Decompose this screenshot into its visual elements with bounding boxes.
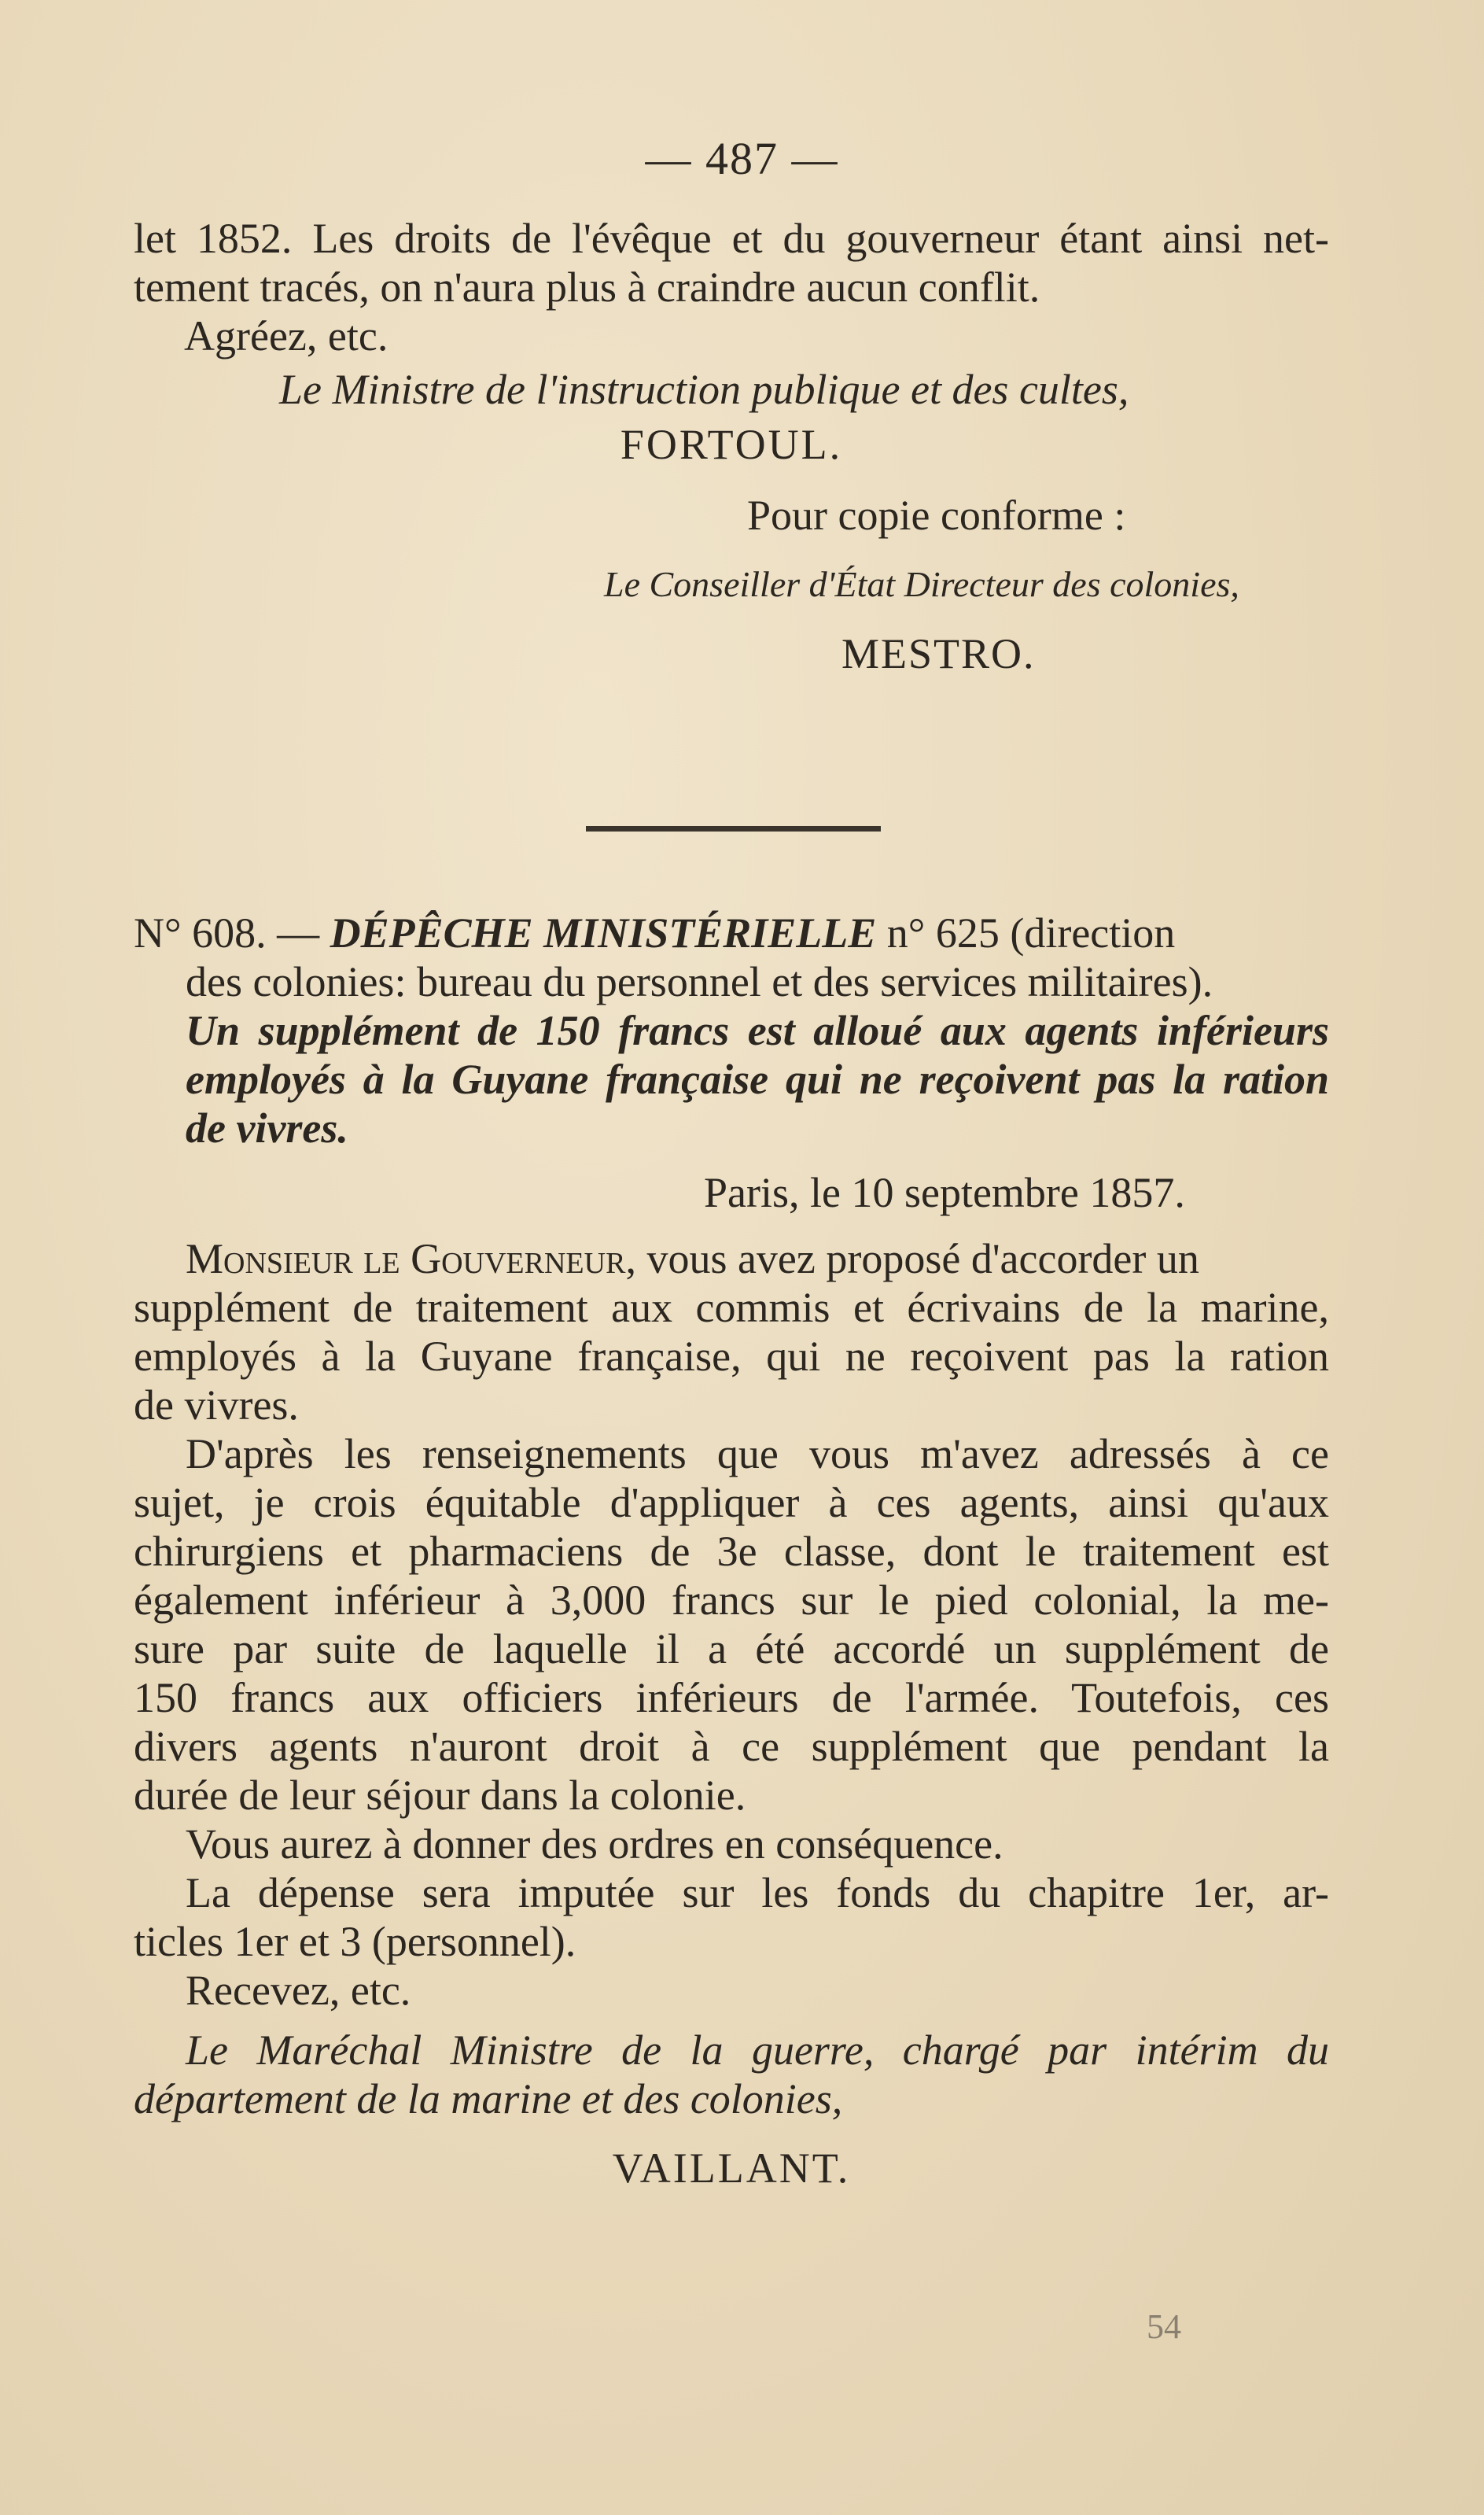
- entry-heading-line: [134, 909, 1329, 957]
- signer-name: FORTOUL.: [620, 421, 843, 468]
- entry-reference: n° 625 (direction: [886, 909, 1176, 957]
- copy-name: MESTRO.: [841, 630, 1036, 677]
- text-line: ticles 1er et 3 (personnel).: [134, 1918, 576, 1965]
- entry-title: DÉPÊCHE MINISTÉRIELLE: [330, 909, 877, 957]
- entry-reference-continued: des colonies: bureau du personnel et des services militaires).: [186, 958, 1213, 1005]
- signer-title: Le Maréchal Ministre de la guerre, chargé par intérim du: [186, 2026, 1329, 2074]
- continuation-paragraph: [134, 214, 1329, 678]
- text-line: employés à la Guyane française, qui ne reçoivent pas la ration: [134, 1333, 1329, 1380]
- copy-title: Le Conseiller d'État Directeur des colonies,: [604, 564, 1239, 604]
- signer-title: département de la marine et des colonies,: [134, 2075, 843, 2122]
- text-line: Vous aurez à donner des ordres en conséquence.: [186, 1820, 1003, 1868]
- text-line: let 1852. Les droits de l'évêque et du gouverneur étant ainsi net-: [134, 215, 1329, 262]
- text-line: D'après les renseignements que vous m'avez adressés à ce: [186, 1430, 1329, 1477]
- copy-label: Pour copie conforme :: [747, 492, 1126, 539]
- page-number: — 487 —: [645, 133, 839, 184]
- signature-mark: 54: [1147, 2307, 1181, 2346]
- text-line: Monsieur le Gouverneur, vous avez proposé d'accorder un: [186, 1235, 1199, 1282]
- signer-title: Le Ministre de l'instruction publique et des cultes,: [279, 366, 1129, 413]
- dispatch-entry: [134, 909, 1329, 2192]
- summary-line: de vivres.: [186, 1104, 348, 1152]
- salutation: Monsieur le Gouverneur: [186, 1235, 626, 1282]
- text-line: tement tracés, on n'aura plus à craindre aucun conflit.: [134, 264, 1040, 311]
- text-line: La dépense sera imputée sur les fonds du chapitre 1er, ar-: [186, 1869, 1329, 1916]
- dispatch-date: Paris, le 10 septembre 1857.: [704, 1169, 1185, 1216]
- entry-number: N° 608. —: [134, 909, 320, 957]
- text-line: sure par suite de laquelle il a été accordé un supplément de: [134, 1625, 1329, 1672]
- text-line: 150 francs aux officiers inférieurs de l'armée. Toutefois, ces: [134, 1674, 1329, 1721]
- text-line: sujet, je crois équitable d'appliquer à ces agents, ainsi qu'aux: [134, 1479, 1329, 1526]
- text-line: durée de leur séjour dans la colonie.: [134, 1772, 746, 1819]
- signer-name: VAILLANT.: [612, 2144, 851, 2192]
- text-line: Recevez, etc.: [186, 1967, 411, 2014]
- closing-formula: Agréez, etc.: [184, 312, 388, 360]
- text-line: supplément de traitement aux commis et écrivains de la marine,: [134, 1284, 1329, 1331]
- text-line: divers agents n'auront droit à ce supplément que pendant la: [134, 1723, 1329, 1770]
- text-line: également inférieur à 3,000 francs sur le pied colonial, la me-: [134, 1576, 1329, 1624]
- section-divider: [586, 826, 881, 832]
- letter-body: [134, 1234, 1329, 2015]
- text-line: chirurgiens et pharmaciens de 3e classe, dont le traitement est: [134, 1528, 1329, 1575]
- summary-line: employés à la Guyane française qui ne reçoivent pas la ration: [186, 1056, 1329, 1103]
- text-line: de vivres.: [134, 1381, 299, 1429]
- summary-line: Un supplément de 150 francs est alloué aux agents inférieurs: [186, 1007, 1329, 1054]
